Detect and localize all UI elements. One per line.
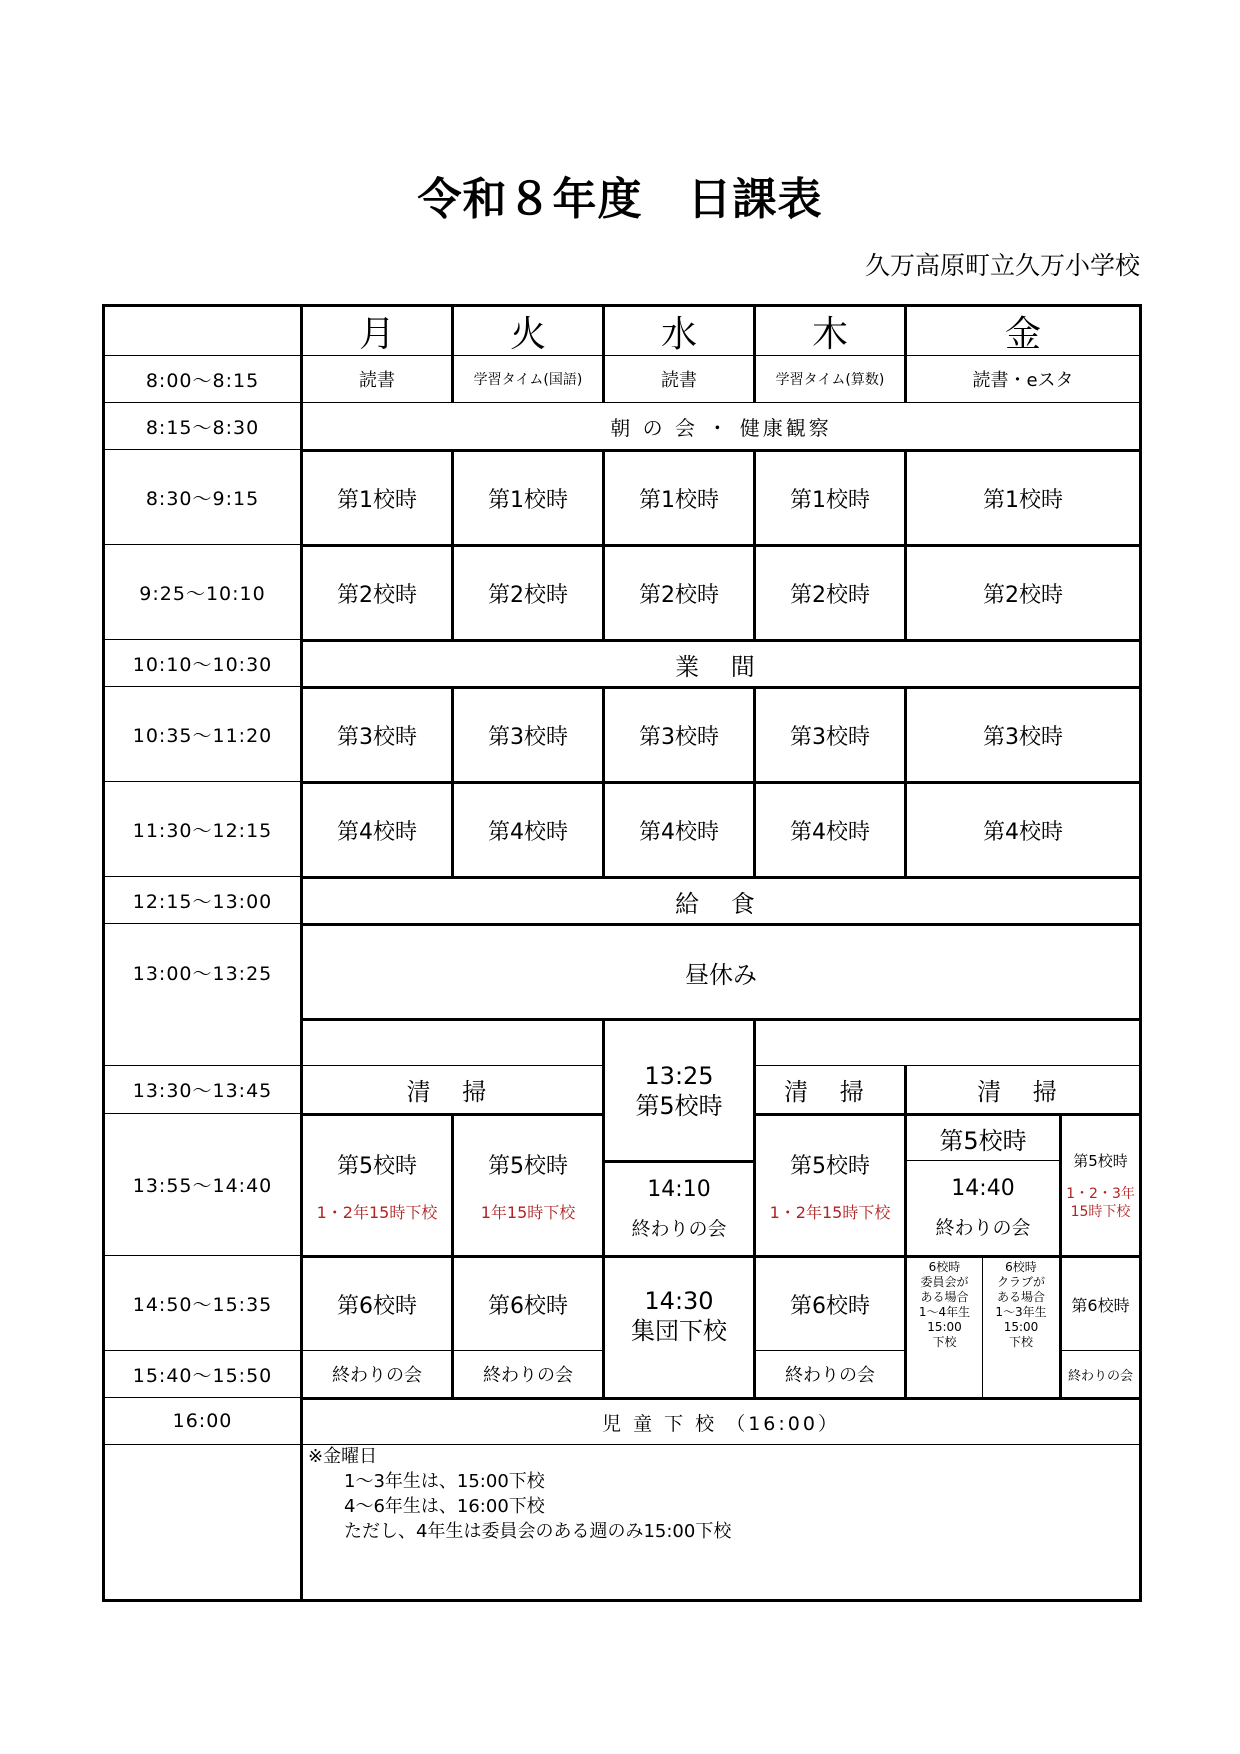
- end-meeting-fri: 終わりの会: [1059, 1350, 1139, 1397]
- day-wed: 水: [602, 307, 753, 355]
- end-meeting-mon: 終わりの会: [300, 1350, 451, 1397]
- early-dismissal-note: 1年15時下校: [480, 1202, 576, 1222]
- time-cell: 13:00〜13:25: [105, 923, 300, 1065]
- period-6-tue: 第6校時: [451, 1255, 602, 1350]
- cleaning-mon-tue: 清 掃: [300, 1065, 602, 1113]
- period-5-label: 第5校時: [337, 1153, 417, 1179]
- period-5-label: 第5校時: [1073, 1152, 1128, 1170]
- fri-end-meeting: [904, 1160, 1059, 1255]
- empty-cell: [753, 1018, 1139, 1065]
- note-line: ただし、4年生は委員会のある週のみ15:00下校: [308, 1521, 732, 1542]
- wed-end-label: 終わりの会: [631, 1218, 727, 1240]
- wed-end-meeting: [602, 1160, 753, 1255]
- time-cell: 9:25〜10:10: [105, 544, 300, 639]
- page-title: 令和８年度 日課表: [417, 174, 823, 225]
- period-5-label: 第5校時: [488, 1153, 568, 1179]
- time-cell: 12:15〜13:00: [105, 876, 300, 923]
- time-cell: 13:55〜14:40: [105, 1113, 300, 1255]
- period-3-thu: 第3校時: [753, 686, 904, 781]
- lunch: 給 食: [300, 876, 1139, 923]
- wed-dismissal-time: 14:30: [644, 1287, 714, 1315]
- end-meeting-thu: 終わりの会: [753, 1350, 904, 1397]
- wed-dismissal-label: 集団下校: [631, 1317, 727, 1345]
- period-5-mon: [300, 1113, 451, 1255]
- time-cell: 11:30〜12:15: [105, 781, 300, 876]
- time-cell: 13:30〜13:45: [105, 1065, 300, 1113]
- time-cell: 8:00〜8:15: [105, 355, 300, 402]
- period-1-tue: 第1校時: [451, 449, 602, 544]
- period-2-mon: 第2校時: [300, 544, 451, 639]
- period-4-wed: 第4校時: [602, 781, 753, 876]
- lunch-recess: 昼休み: [300, 923, 1139, 1018]
- fri-period-6-small: 第6校時: [1059, 1255, 1139, 1350]
- time-cell: 10:10〜10:30: [105, 639, 300, 686]
- cleaning-thu: 清 掃: [753, 1065, 904, 1113]
- empty-cell: [300, 1018, 602, 1065]
- student-dismissal: 児 童 下 校 （16:00）: [300, 1397, 1139, 1444]
- period-5-thu: [753, 1113, 904, 1255]
- day-tue: 火: [451, 307, 602, 355]
- time-cell: 15:40〜15:50: [105, 1350, 300, 1397]
- time-cell: 10:35〜11:20: [105, 686, 300, 781]
- fri-period-5-small: [1059, 1113, 1139, 1255]
- period-3-mon: 第3校時: [300, 686, 451, 781]
- morning-meeting: 朝 の 会 ・ 健康観察: [300, 402, 1139, 449]
- early-dismissal-note: 1・2年15時下校: [316, 1202, 438, 1222]
- period-3-tue: 第3校時: [451, 686, 602, 781]
- time-cell: 8:30〜9:15: [105, 449, 300, 544]
- day-thu: 木: [753, 307, 904, 355]
- mid-morning-break: 業 間: [300, 639, 1139, 686]
- cell-wed-reading: 読書: [602, 355, 753, 402]
- period-4-thu: 第4校時: [753, 781, 904, 876]
- period-1-fri: 第1校時: [904, 449, 1139, 544]
- time-cell: 14:50〜15:35: [105, 1255, 300, 1350]
- period-4-mon: 第4校時: [300, 781, 451, 876]
- period-5-label: 第5校時: [790, 1153, 870, 1179]
- friday-notes: [300, 1440, 1140, 1590]
- wed-group-dismissal: [602, 1255, 753, 1397]
- wed-period-5: [602, 1018, 753, 1160]
- period-2-wed: 第2校時: [602, 544, 753, 639]
- period-6-thu: 第6校時: [753, 1255, 904, 1350]
- wed-end-time: 14:10: [647, 1177, 711, 1202]
- fri-committee-note: 6校時 委員会が ある場合 1〜4年生 15:00 下校: [904, 1255, 982, 1397]
- notes-label-cell: [105, 1444, 300, 1599]
- early-dismissal-note: 1・2・3年15時下校: [1066, 1186, 1135, 1220]
- note-line: ※金曜日: [308, 1446, 378, 1467]
- fri-club-note: 6校時 クラブが ある場合 1〜3年生 15:00 下校: [982, 1255, 1059, 1397]
- period-5-fri: 第5校時: [904, 1113, 1059, 1160]
- day-fri: 金: [904, 307, 1139, 355]
- period-3-wed: 第3校時: [602, 686, 753, 781]
- end-meeting-tue: 終わりの会: [451, 1350, 602, 1397]
- corner-cell: [105, 307, 300, 355]
- cleaning-fri: 清 掃: [904, 1065, 1139, 1113]
- period-4-fri: 第4校時: [904, 781, 1139, 876]
- wed-period-5-label: 第5校時: [635, 1091, 723, 1120]
- cell-mon-reading: 読書: [300, 355, 451, 402]
- period-4-tue: 第4校時: [451, 781, 602, 876]
- fri-end-time: 14:40: [951, 1176, 1015, 1201]
- period-1-wed: 第1校時: [602, 449, 753, 544]
- period-2-tue: 第2校時: [451, 544, 602, 639]
- day-mon: 月: [300, 307, 451, 355]
- schedule-table: [102, 304, 1142, 1602]
- note-line: 4〜6年生は、16:00下校: [308, 1496, 545, 1517]
- period-2-thu: 第2校時: [753, 544, 904, 639]
- school-name: 久万高原町立久万小学校: [864, 251, 1140, 280]
- time-cell: 16:00: [105, 1397, 300, 1444]
- period-1-mon: 第1校時: [300, 449, 451, 544]
- wed-period-5-time: 13:25: [644, 1061, 714, 1090]
- note-line: 1〜3年生は、15:00下校: [308, 1471, 545, 1492]
- period-3-fri: 第3校時: [904, 686, 1139, 781]
- cell-fri-reading: 読書・eスタ: [904, 355, 1139, 402]
- fri-end-label: 終わりの会: [935, 1217, 1031, 1239]
- cell-thu-study: 学習タイム(算数): [753, 355, 904, 402]
- period-2-fri: 第2校時: [904, 544, 1139, 639]
- period-5-tue: [451, 1113, 602, 1255]
- early-dismissal-note: 1・2年15時下校: [769, 1202, 891, 1222]
- period-6-mon: 第6校時: [300, 1255, 451, 1350]
- time-cell: 8:15〜8:30: [105, 402, 300, 449]
- cell-tue-study: 学習タイム(国語): [451, 355, 602, 402]
- period-1-thu: 第1校時: [753, 449, 904, 544]
